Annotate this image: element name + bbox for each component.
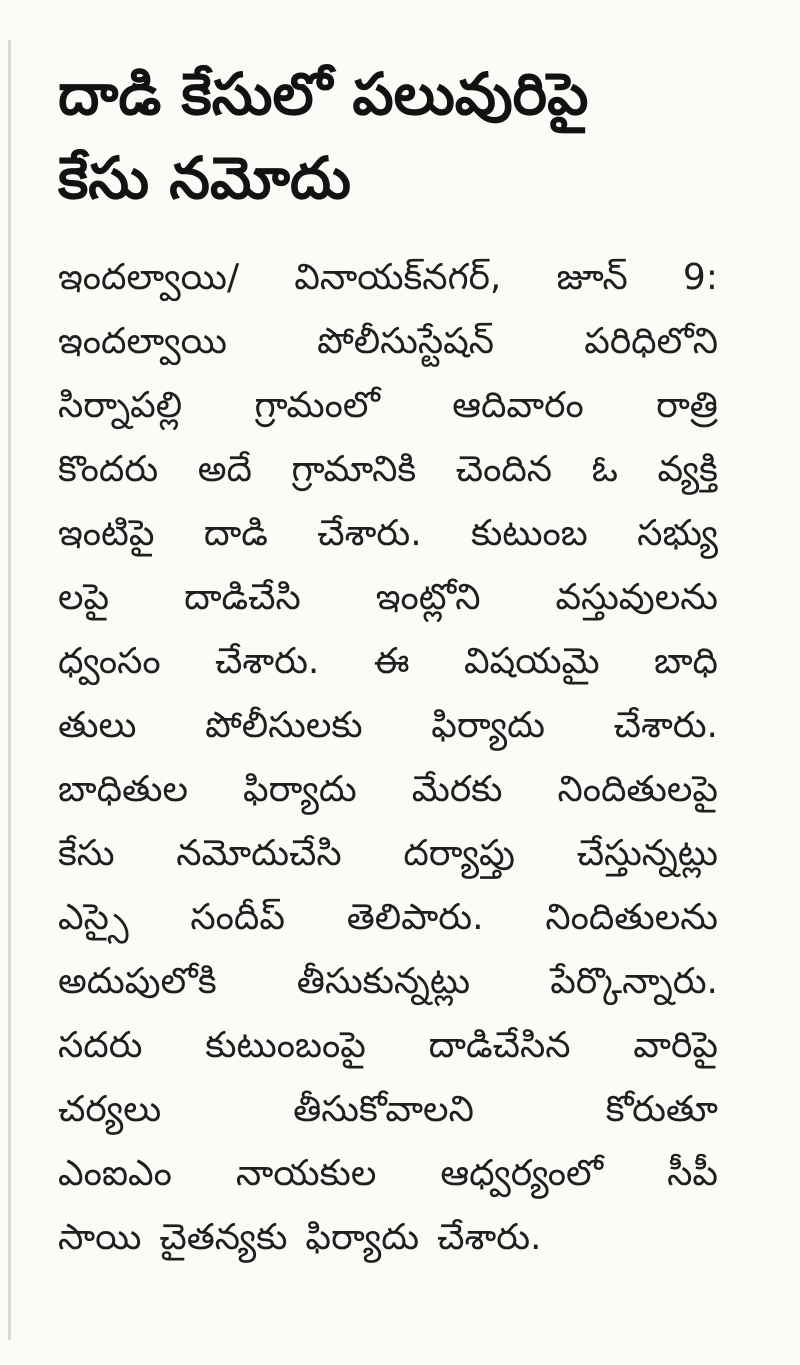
body-word: దాడిచేసిన xyxy=(428,1025,571,1066)
body-word: ఆధ్వర్యంలో xyxy=(440,1153,604,1194)
headline xyxy=(58,52,758,220)
body-word: అదే xyxy=(197,449,252,490)
body-line xyxy=(58,1206,718,1270)
body-word: చేశారు. xyxy=(317,513,422,554)
body-word: వారిపై xyxy=(633,1025,718,1066)
body-line xyxy=(58,822,718,886)
body-word: చేశారు. xyxy=(215,641,320,682)
headline-line: కేసు నమోదు xyxy=(58,144,351,212)
body-word: తీసుకోవాలని xyxy=(293,1089,474,1130)
body-word: సాయి xyxy=(58,1217,142,1258)
body-word: చేశారు. xyxy=(437,1217,542,1258)
body-word: నమోదుచేసి xyxy=(176,833,342,874)
body-word: ఈ xyxy=(373,641,410,682)
body-word: ఇంటిపై xyxy=(58,513,155,554)
body-word: తీసుకున్నట్లు xyxy=(296,961,471,1002)
body-word: సభ్యు xyxy=(637,513,718,554)
body-line xyxy=(58,438,718,502)
body-line xyxy=(58,1014,718,1078)
body-word: బాధి xyxy=(653,641,718,682)
article-body xyxy=(58,246,718,1270)
body-word: విషయమై xyxy=(463,641,600,682)
body-word: వ్యక్తి xyxy=(657,449,718,490)
body-word: రాత్రి xyxy=(656,385,718,426)
headline-line: దాడి కేసులో పలువురిపై xyxy=(58,60,589,128)
body-word: చేస్తున్నట్లు xyxy=(576,833,718,874)
body-line xyxy=(58,630,718,694)
body-word: ఇంట్లోని xyxy=(375,577,481,618)
body-word: పరిధిలోని xyxy=(584,321,718,362)
body-word: దర్యాప్తు xyxy=(403,833,515,874)
body-word: ఎంఐఎం xyxy=(58,1153,172,1194)
body-word: కుటుంబంపై xyxy=(205,1025,366,1066)
body-word: ఓ xyxy=(591,449,618,490)
body-line xyxy=(58,566,718,630)
body-line xyxy=(58,374,718,438)
body-word: ఇందల్వాయి/ xyxy=(58,257,240,298)
body-line xyxy=(58,886,718,950)
body-word: సందీప్ xyxy=(190,897,285,938)
body-word: సదరు xyxy=(58,1025,143,1066)
body-word: గ్రామంలో xyxy=(254,385,380,426)
body-word: చర్యలు xyxy=(58,1089,162,1130)
body-line xyxy=(58,758,718,822)
body-line xyxy=(58,950,718,1014)
body-line xyxy=(58,1078,718,1142)
body-word: వినాయక్‌నగర్, xyxy=(294,257,502,298)
body-word: కొందరు xyxy=(58,449,159,490)
body-word: ఫిర్యాదు xyxy=(431,705,545,746)
body-line xyxy=(58,694,718,758)
body-word: దాడి xyxy=(203,513,268,554)
body-word: పేర్కొన్నారు. xyxy=(550,961,718,1002)
body-word: చెందిన xyxy=(455,449,553,490)
body-word: జూన్ xyxy=(556,257,628,298)
body-line xyxy=(58,502,718,566)
body-word: ఫిర్యాదు xyxy=(305,1217,420,1258)
body-word: దాడిచేసి xyxy=(184,577,301,618)
body-word: వస్తువులను xyxy=(555,577,718,618)
body-word: నాయకుల xyxy=(235,1153,377,1194)
body-word: ఇందల్వాయి xyxy=(58,321,227,362)
body-word: కుటుంబ xyxy=(471,513,588,554)
body-line xyxy=(58,1142,718,1206)
body-word: గ్రామానికి xyxy=(291,449,417,490)
body-word: ధ్వంసం xyxy=(58,641,161,682)
body-word: కేసు xyxy=(58,833,115,874)
body-word: నిందితులపై xyxy=(557,769,718,810)
body-word: కోరుతూ xyxy=(605,1089,718,1130)
body-word: తులు xyxy=(58,705,137,746)
body-word: ఫిర్యాదు xyxy=(243,769,357,810)
body-line xyxy=(58,310,718,374)
body-word: చేశారు. xyxy=(613,705,718,746)
body-word: 9: xyxy=(682,257,718,298)
body-word: ఎస్సై xyxy=(58,897,129,938)
body-word: ఆదివారం xyxy=(452,385,584,426)
body-word: చైతన్యకు xyxy=(159,1217,288,1258)
body-word: బాధితుల xyxy=(58,769,188,810)
body-word: పోలీసులకు xyxy=(205,705,363,746)
body-word: సిర్నాపల్లి xyxy=(58,385,183,426)
body-line xyxy=(58,246,718,310)
body-word: తెలిపారు. xyxy=(346,897,484,938)
body-word: అదుపులోకి xyxy=(58,961,217,1002)
column-rule xyxy=(8,40,11,1340)
body-word: సీపీ xyxy=(667,1153,718,1194)
body-word: నిందితులను xyxy=(545,897,718,938)
body-word: మేరకు xyxy=(411,769,503,810)
body-word: పోలీసుస్టేషన్ xyxy=(317,321,495,362)
body-word: లపై xyxy=(58,577,110,618)
